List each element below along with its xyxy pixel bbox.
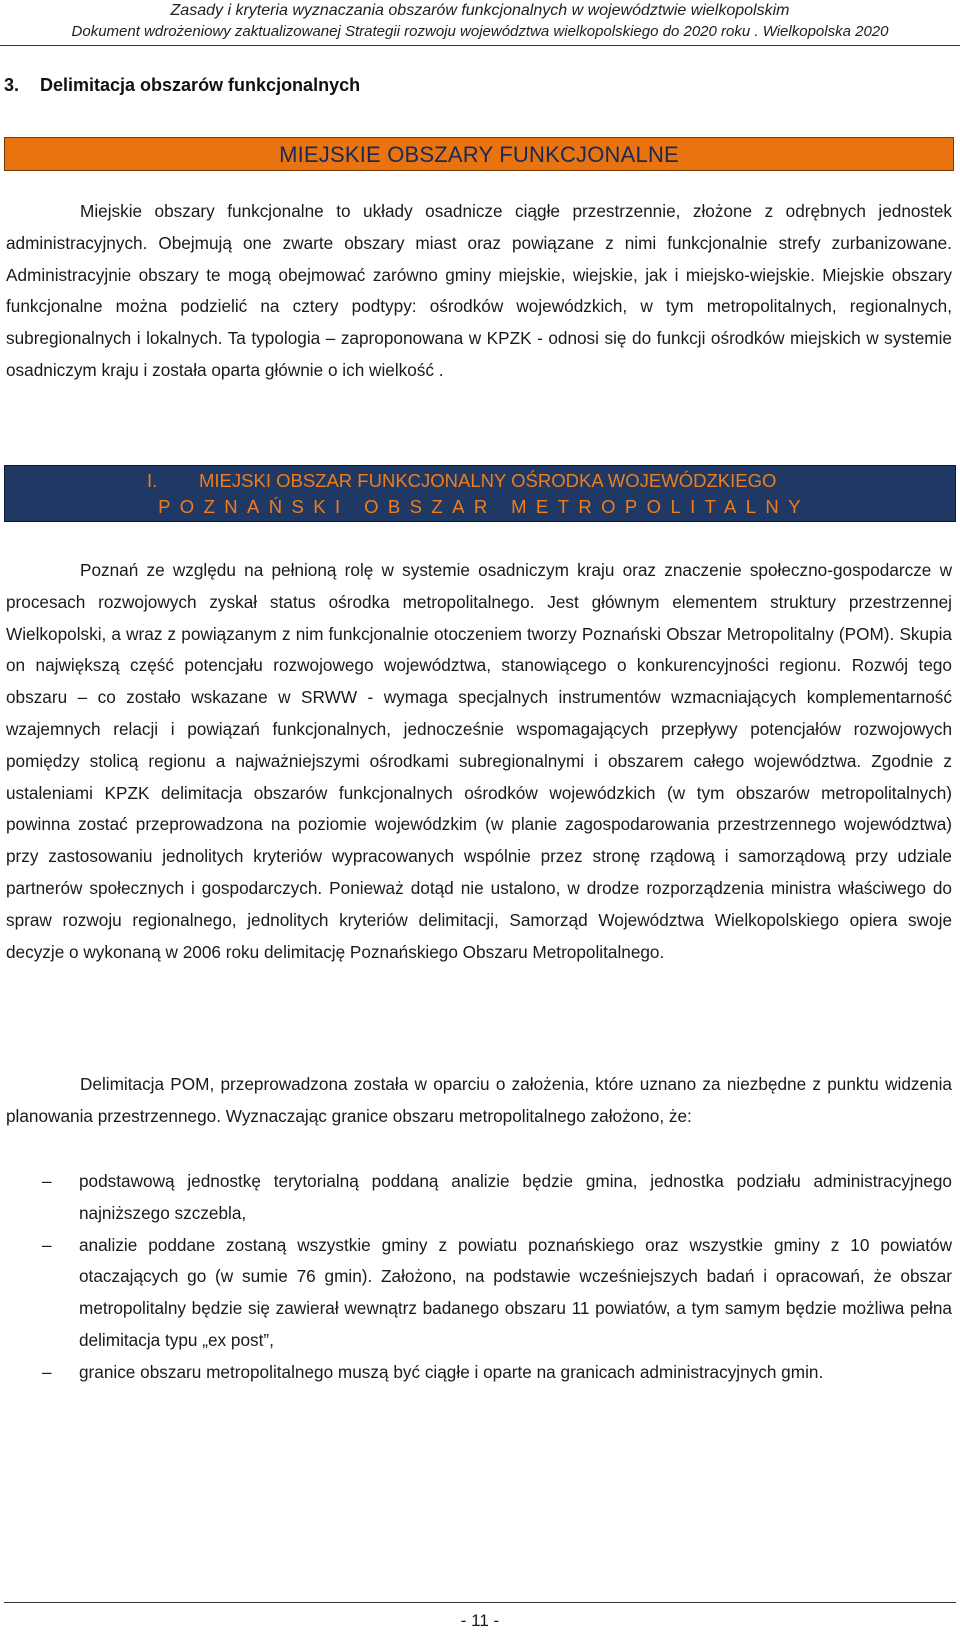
dash-bullet: – — [42, 1234, 52, 1255]
header-line-2: Dokument wdrożeniowy zaktualizowanej Strategii rozwoju województwa wielkopolskiego do 2020 roku . Wielkopolska 2020 — [71, 23, 889, 40]
header-divider — [0, 45, 960, 46]
blue-banner-line-2: POZNAŃSKI OBSZAR METROPOLITALNY — [158, 496, 810, 517]
blue-banner-title: MIEJSKI OBSZAR FUNKCJONALNY OŚRODKA WOJEWÓDZKIEGO — [199, 470, 777, 491]
orange-banner — [4, 137, 954, 171]
page-number: - 11 - — [460, 1611, 500, 1630]
pom-paragraph: Poznań ze względu na pełnioną rolę w systemie osadniczym kraju oraz znaczenie społeczno-gospodarcze w procesach rozwojowych zyskał status ośrodka metropolitalnego. Jest głównym elementem struktury przestrzennej Wielkopolski, a wraz z powiązanym z nim funkcjonalnie otoczeniem tworzy Poznański Obszar Metropolitalny (POM). Skupia on największą część potencjału rozwojowego województwa, stanowiącego o konkurencyjności regionu. Rozwój tego obszaru – co zostało wskazane w SRWW - wymaga specjalnych instrumentów wzmacniających komplementarność wzajemnych relacji i powiązań funkcjonalnych, jednocześnie wspomagających przepływy potencjałów rozwojowych pomiędzy stolicą regionu a najważniejszymi ośrodkami subregionalnymi i obszarem całego województwa. Zgodnie z ustaleniami KPZK delimitacja obszarów funkcjonalnych ośrodków wojewódzkich (w tym obszarów metropolitalnych) powinna zostać przeprowadzona na poziomie wojewódzkim (w planie zagospodarowania przestrzennego województwa) przy zastosowaniu jednolitych kryteriów wypracowanych wspólnie przez stronę rządową i samorządową przy udziale partnerów społecznych i gospodarczych. Ponieważ dotąd nie ustalono, w drodze rozporządzenia ministra właściwego do spraw rozwoju regionalnego, jednolitych kryteriów delimitacji, Samorząd Województwa Wielkopolskiego opiera swoje decyzje o wykonaną w 2006 roku delimitację Poznańskiego Obszaru Metropolitalnego. — [6, 560, 952, 962]
blue-banner — [4, 465, 956, 522]
list-item-text: analizie poddane zostaną wszystkie gminy z powiatu poznańskiego oraz wszystkie gminy z 10 powiatów otaczających go (w sumie 76 gmin). Założono, na podstawie wcześniejszych badań i opracowań, że obszar metropolitalny będzie się zawierał wewnątrz badanego obszaru 11 powiatów, a tym samym będzie możliwa pełna delimitacja typu „ex post”, — [79, 1234, 952, 1350]
footer-divider — [4, 1602, 956, 1603]
dash-bullet: – — [42, 1171, 52, 1191]
section-heading — [4, 74, 360, 96]
blue-banner-numeral: I. — [147, 470, 158, 491]
list-item — [6, 1230, 952, 1357]
delimitation-paragraph: Delimitacja POM, przeprowadzona została w oparciu o założenia, które uznano za niezbędne z punktu widzenia planowania przestrzennego. Wyznaczając granice obszaru metropolitalnego założono, że: — [6, 1074, 952, 1126]
section-number: 3. — [4, 75, 20, 95]
orange-banner-title: MIEJSKIE OBSZARY FUNKCJONALNE — [279, 142, 679, 167]
intro-paragraph: Miejskie obszary funkcjonalne to układy osadnicze ciągłe przestrzennie, złożone z odrębnych jednostek administracyjnych. Obejmują one zwarte obszary miast oraz powiązane z nimi funkcjonalnie strefy zurbanizowane. Administracyjnie obszary te mogą obejmować zarówno gminy miejskie, wiejskie, jak i miejsko-wiejskie. Miejskie obszary funkcjonalne można podzielić na cztery podtypy: ośrodków wojewódzkich, w tym metropolitalnych, regionalnych, subregionalnych i lokalnych. Ta typologia – zaproponowana w KPZK - odnosi się do funkcji ośrodków miejskich w systemie osadniczym kraju i została oparta głównie o ich wielkość . — [6, 201, 952, 380]
dash-bullet: – — [42, 1361, 52, 1382]
assumptions-list — [6, 1166, 952, 1389]
list-item-text: granice obszaru metropolitalnego muszą być ciągłe i oparte na granicach administracyjnych gmin. — [79, 1361, 824, 1382]
section-title: Delimitacja obszarów funkcjonalnych — [40, 75, 361, 95]
header-line-1: Zasady i kryteria wyznaczania obszarów funkcjonalnych w województwie wielkopolskim — [170, 2, 790, 19]
list-item — [6, 1357, 952, 1389]
list-item — [6, 1166, 952, 1230]
list-item-text: podstawową jednostkę terytorialną poddaną analizie będzie gmina, jednostka podziału administracyjnego najniższego szczebla, — [79, 1171, 952, 1223]
blue-banner-line-1 — [147, 469, 776, 493]
